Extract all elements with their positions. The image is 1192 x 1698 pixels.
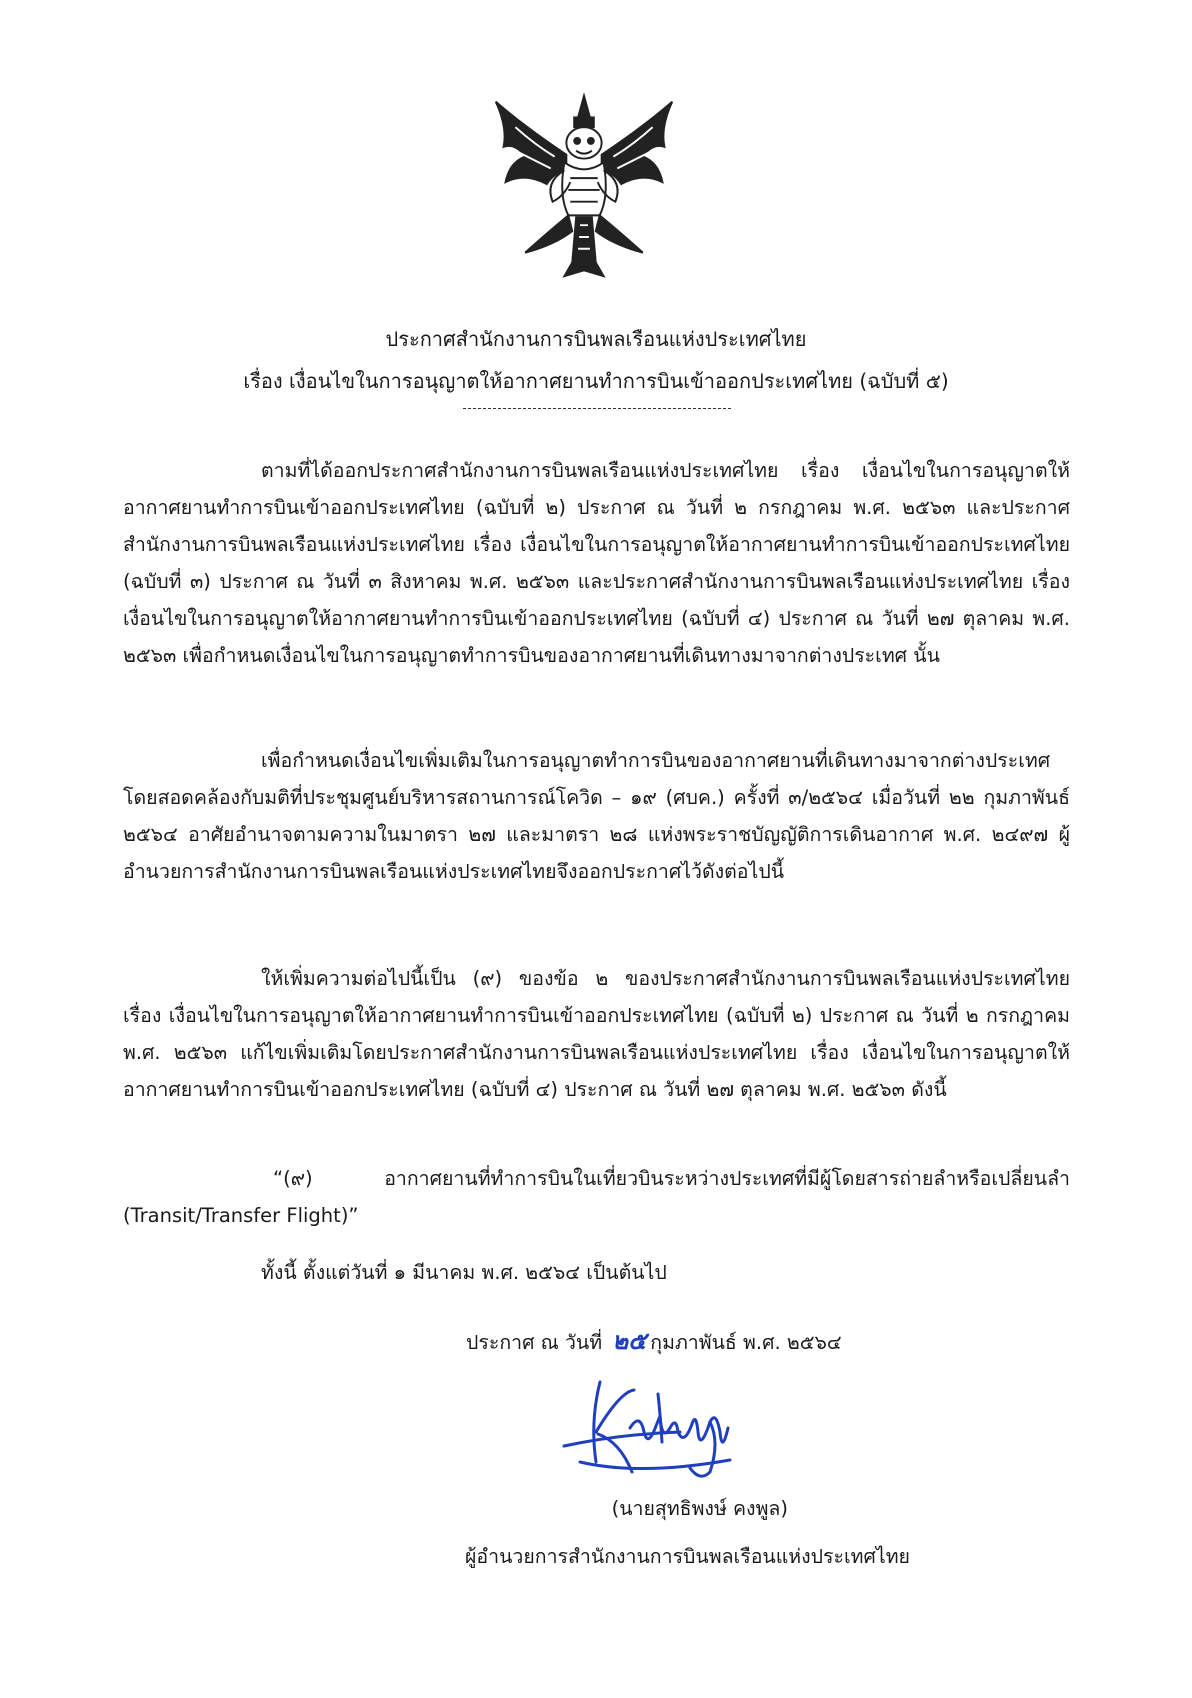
garuda-emblem-icon — [486, 88, 682, 284]
handwritten-signature-icon — [560, 1372, 760, 1482]
paragraph-authority: เพื่อกำหนดเงื่อนไขเพิ่มเติมในการอนุญาตทำการบินของอากาศยานที่เดินทางมาจากต่างประเทศ โดยสอดคล้องกับมติที่ประชุมศูนย์บริหารสถานการณ์โควิด – ๑๙ (ศบค.) ครั้งที่ ๓/๒๕๖๔ เมื่อวันที่ ๒๒ กุมภาพันธ์ ๒๕๖๔ อาศัยอำนาจตามความในมาตรา ๒๗ และมาตรา ๒๘ แห่งพระราชบัญญัติการเดินอากาศ พ.ศ. ๒๔๙๗ ผู้อำนวยการสำนักงานการบินพลเรือนแห่งประเทศไทยจึงออกประกาศไว้ดังต่อไปนี้ — [123, 749, 1070, 883]
handwritten-day: ๒๕ — [612, 1326, 647, 1355]
document-heading — [0, 318, 1192, 402]
document-subject: เรื่อง เงื่อนไขในการอนุญาตให้อากาศยานทำการบินเข้าออกประเทศไทย (ฉบับที่ ๕) — [243, 369, 949, 393]
signer-title: ผู้อำนวยการสำนักงานการบินพลเรือนแห่งประเทศไทย — [465, 1545, 910, 1568]
announcement-date — [466, 1322, 842, 1361]
paragraph-background: ตามที่ได้ออกประกาศสำนักงานการบินพลเรือนแห่งประเทศไทย เรื่อง เงื่อนไขในการอนุญาตให้อากาศยานทำการบินเข้าออกประเทศไทย (ฉบับที่ ๒) ประกาศ ณ วันที่ ๒ กรกฎาคม พ.ศ. ๒๕๖๓ และประกาศสำนักงานการบินพลเรือนแห่งประเทศไทย เรื่อง เงื่อนไขในการอนุญาตให้อากาศยานทำการบินเข้าออกประเทศไทย (ฉบับที่ ๓) ประกาศ ณ วันที่ ๓ สิงหาคม พ.ศ. ๒๕๖๓ และประกาศสำนักงานการบินพลเรือนแห่งประเทศไทย เรื่อง เงื่อนไขในการอนุญาตให้อากาศยานทำการบินเข้าออกประเทศไทย (ฉบับที่ ๔) ประกาศ ณ วันที่ ๒๗ ตุลาคม พ.ศ. ๒๕๖๓ เพื่อกำหนดเงื่อนไขในการอนุญาตทำการบินของอากาศยานที่เดินทางมาจากต่างประเทศ นั้น — [123, 459, 1070, 667]
paragraph-quoted-clause: “(๙) อากาศยานที่ทำการบินในเที่ยวบินระหว่างประเทศที่มีผู้โดยสารถ่ายลำหรือเปลี่ยนลำ (Transit/Transfer Flight)” — [123, 1167, 1070, 1227]
paragraph-amendment: ให้เพิ่มความต่อไปนี้เป็น (๙) ของข้อ ๒ ของประกาศสำนักงานการบินพลเรือนแห่งประเทศไทย เรื่อง เงื่อนไขในการอนุญาตให้อากาศยานทำการบินเข้าออกประเทศไทย (ฉบับที่ ๒) ประกาศ ณ วันที่ ๒ กรกฎาคม พ.ศ. ๒๕๖๓ แก้ไขเพิ่มเติมโดยประกาศสำนักงานการบินพลเรือนแห่งประเทศไทย เรื่อง เงื่อนไขในการอนุญาตให้อากาศยานทำการบินเข้าออกประเทศไทย (ฉบับที่ ๔) ประกาศ ณ วันที่ ๒๗ ตุลาคม พ.ศ. ๒๕๖๓ ดังนี้ — [123, 967, 1070, 1101]
heading-divider — [463, 408, 731, 409]
document-title: ประกาศสำนักงานการบินพลเรือนแห่งประเทศไทย — [385, 327, 807, 351]
signer-name: (นายสุทธิพงษ์ คงพูล) — [611, 1497, 788, 1520]
announcement-date-prefix: ประกาศ ณ วันที่ — [466, 1331, 603, 1354]
effective-date: ทั้งนี้ ตั้งแต่วันที่ ๑ มีนาคม พ.ศ. ๒๕๖๔ เป็นต้นไป — [261, 1261, 667, 1284]
announcement-date-suffix: กุมภาพันธ์ พ.ศ. ๒๕๖๔ — [650, 1331, 842, 1354]
